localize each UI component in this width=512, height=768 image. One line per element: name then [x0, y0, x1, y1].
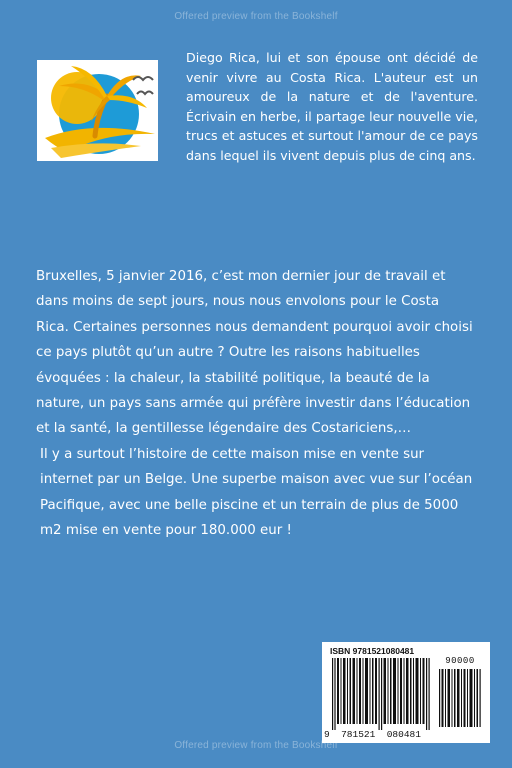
publisher-logo — [37, 60, 158, 161]
barcode-bars-icon — [332, 658, 432, 730]
watermark-bottom: Offered preview from the Bookshelf — [174, 740, 338, 751]
synopsis-paragraph: Bruxelles, 5 janvier 2016, c’est mon dernier jour de travail et dans moins de sept jours, nous nous envolons pour le Costa Rica. Certaines personnes nous demandent pourquoi avoir choisi ce pays plutôt qu’un autre ? Outre les raisons habituelles évoquées : la chaleur, la stabilité politique, la beauté de la nature, un pays sans armée qui préfère investir dans l’éducation et la santé, la gentillesse légendaire des Costariciens,… — [36, 269, 473, 437]
author-bio: Diego Rica, lui et son épouse ont décidé de venir vivre au Costa Rica. L'auteur est un amoureux de la nature et de l'aventure. Écrivain en herbe, il partage leur nouvelle vie, trucs et astuces et surtout l'amour de ce pays dans lequel ils vivent depuis plus de cinq ans. — [186, 50, 478, 163]
isbn-barcode — [322, 642, 490, 743]
watermark-top: Offered preview from the Bookshelf — [174, 11, 338, 22]
addon-bars-icon — [439, 669, 481, 727]
synopsis-paragraph: Il y a surtout l’histoire de cette maison mise en vente sur internet par un Belge. Une superbe maison avec vue sur l’océan Pacifique, avec une belle piscine et un terrain de plus de 5000 m2 mise en vente pour 180.000 eur ! — [40, 446, 473, 539]
palm-tree-island-icon — [37, 60, 158, 161]
barcode-addon-number: 90000 — [445, 656, 475, 666]
isbn-label: ISBN 9781521080481 — [330, 646, 415, 656]
barcode-digits: 9 781521 080481 — [324, 729, 421, 740]
back-cover-synopsis — [36, 264, 476, 543]
